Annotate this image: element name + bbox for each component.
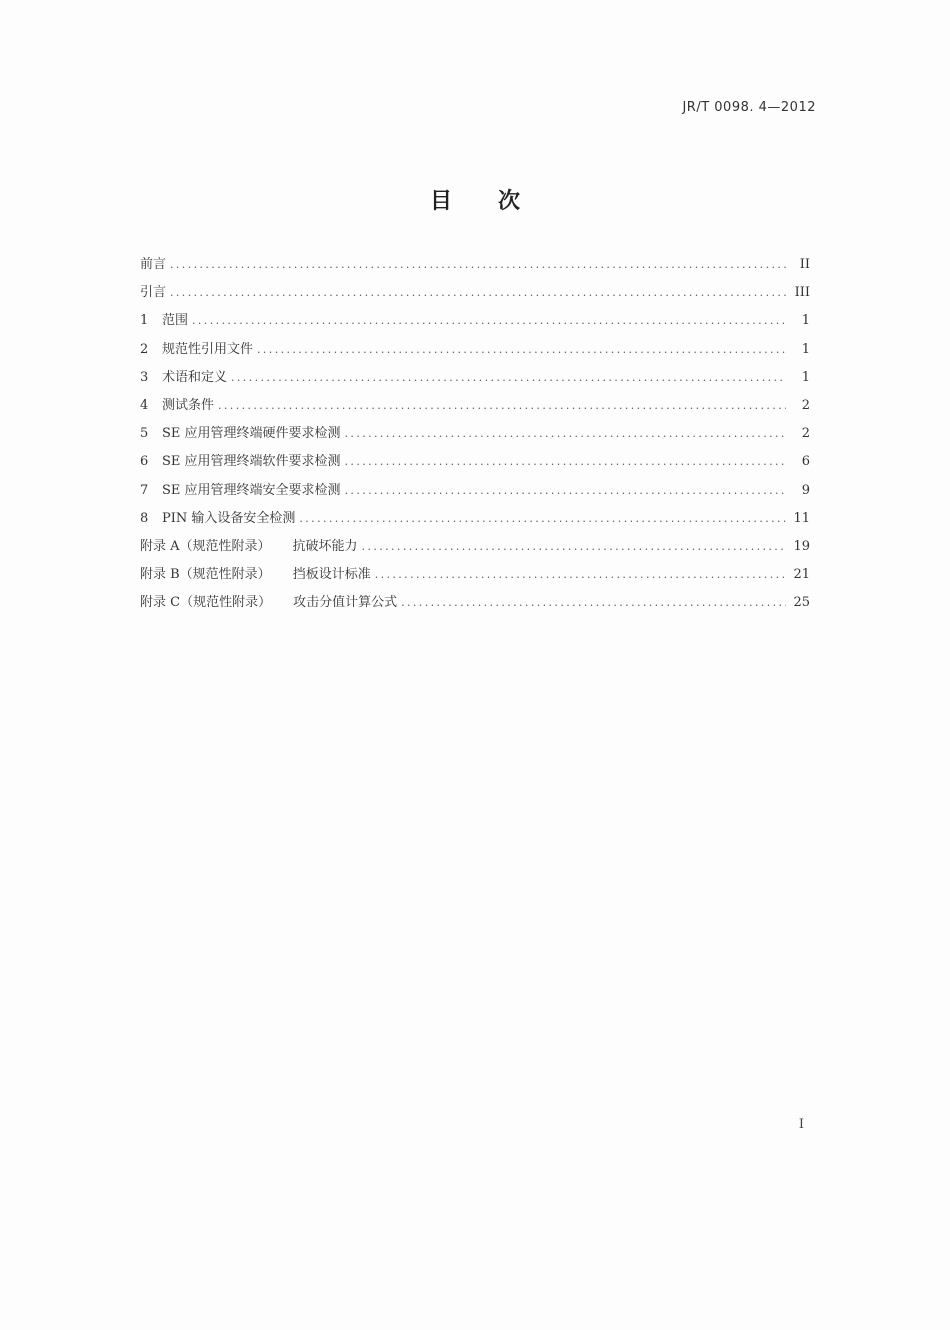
toc-entry-section-3[interactable] (140, 366, 810, 394)
toc-entry-section-6[interactable] (140, 450, 810, 478)
toc-entry-label: SE 应用管理终端硬件要求检测 (162, 426, 341, 442)
toc-entry-label: 引言 (140, 285, 167, 301)
toc-entry-section-4[interactable] (140, 394, 810, 422)
toc-entry-section-5[interactable] (140, 422, 810, 450)
toc-entry-number: 4 (140, 397, 149, 413)
toc-entry-section-7[interactable] (140, 479, 810, 507)
toc-entry-foreword[interactable] (140, 253, 810, 281)
toc-entry-page: 6 (801, 454, 810, 470)
toc-entry-subtitle: 攻击分值计算公式 (293, 595, 398, 611)
toc-leader-dots (257, 343, 786, 356)
toc-entry-label: 范围 (162, 313, 189, 329)
toc-entry-page: 25 (793, 595, 810, 611)
toc-entry-section-2[interactable] (140, 338, 810, 366)
toc-leader-dots (345, 455, 786, 468)
toc-entry-label: 规范性引用文件 (162, 341, 254, 357)
page-title: 目次 (429, 189, 566, 214)
toc-entry-label: 前言 (140, 257, 167, 272)
toc-leader-dots (299, 512, 786, 525)
toc-entry-page: 11 (793, 510, 810, 526)
toc-entry-number: 8 (140, 510, 149, 526)
toc-entry-number: 6 (140, 454, 149, 470)
toc-entry-subtitle: 挡板设计标准 (292, 567, 371, 583)
toc-entry-page: 9 (801, 482, 810, 498)
toc-leader-dots (231, 371, 786, 384)
toc-leader-dots (362, 540, 786, 553)
toc-entry-number: 7 (140, 482, 149, 498)
toc-entry-page: 1 (801, 369, 810, 385)
toc-entry-label: SE 应用管理终端安全要求检测 (162, 482, 341, 498)
toc-entry-label: SE 应用管理终端软件要求检测 (162, 454, 341, 470)
page-number: I (798, 1117, 804, 1132)
toc-leader-dots (375, 568, 786, 581)
toc-entry-page: 2 (801, 397, 810, 413)
toc-entry-page: 1 (801, 313, 810, 329)
toc-entry-label: 附录 B（规范性附录） (140, 567, 271, 583)
toc-entry-page: 21 (793, 567, 810, 583)
toc-entry-page: 19 (793, 538, 810, 554)
toc-leader-dots (170, 258, 786, 271)
toc-leader-dots (218, 399, 786, 412)
toc-leader-dots (192, 314, 786, 327)
toc-entry-subtitle: 抗破坏能力 (292, 538, 358, 554)
toc-entry-section-1[interactable] (140, 309, 810, 337)
toc-leader-dots (345, 427, 786, 440)
toc-entry-number: 5 (140, 426, 149, 442)
document-code: JR/T 0098. 4—2012 (682, 100, 816, 115)
table-of-contents (140, 253, 810, 619)
toc-entry-section-8[interactable] (140, 507, 810, 535)
toc-entry-label: 术语和定义 (162, 369, 228, 385)
toc-leader-dots (401, 596, 786, 609)
toc-entry-number: 1 (140, 313, 149, 329)
toc-entry-page: 1 (801, 341, 810, 357)
toc-leader-dots (170, 286, 786, 299)
toc-entry-label: 附录 C（规范性附录） (140, 595, 272, 611)
toc-entry-annex-b[interactable] (140, 563, 810, 591)
toc-leader-dots (345, 484, 786, 497)
toc-entry-page: III (794, 285, 810, 301)
toc-entry-label: PIN 输入设备安全检测 (162, 510, 296, 526)
toc-entry-page: 2 (801, 426, 810, 442)
toc-entry-label: 附录 A（规范性附录） (140, 538, 271, 554)
toc-entry-number: 2 (140, 341, 149, 357)
toc-entry-label: 测试条件 (162, 397, 215, 413)
toc-entry-annex-a[interactable] (140, 535, 810, 563)
toc-entry-annex-c[interactable] (140, 591, 810, 619)
toc-entry-introduction[interactable] (140, 281, 810, 309)
toc-entry-page: II (799, 257, 810, 272)
toc-entry-number: 3 (140, 369, 149, 385)
